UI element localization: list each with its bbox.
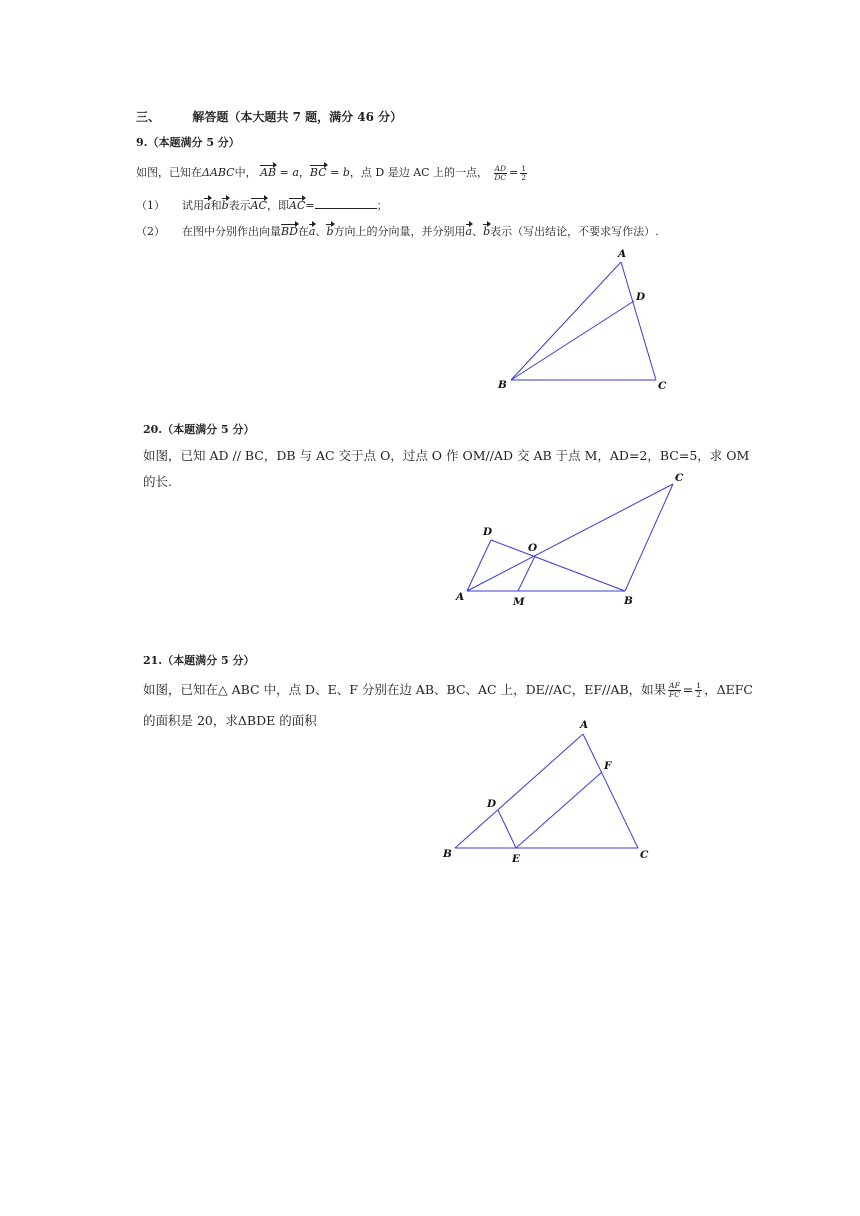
point-label-b: B (624, 595, 633, 607)
point-label-e: E (512, 853, 521, 865)
segment-ba (455, 734, 583, 848)
point-label-a: A (580, 719, 589, 731)
frac-num: 1 (521, 163, 526, 173)
point-label-c: C (640, 849, 649, 861)
frac-den: FC (669, 690, 680, 699)
segment-ef (516, 772, 602, 848)
point-label-m: M (513, 596, 525, 608)
q19-text: 表示 (228, 199, 251, 212)
section-title: 解答题（本大题共 7 题，满分 46 分） (192, 110, 403, 124)
point-label-a: A (456, 591, 465, 603)
vector-b: b (483, 225, 491, 238)
frac-eq: = (509, 166, 519, 179)
part-label: （1） (136, 199, 165, 212)
frac-num: AD (494, 163, 506, 173)
q21-heading: 21.（本题满分 5 分） (143, 654, 255, 667)
q19-triangle: ΔABC (202, 166, 235, 179)
segment-de (498, 810, 516, 848)
q20-heading: 20.（本题满分 5 分） (143, 423, 255, 436)
point-label-b: B (443, 848, 452, 860)
q19-text: 、 (472, 225, 484, 238)
vector-a: a (465, 225, 473, 238)
point-label-f: F (604, 760, 612, 772)
q19-text: ，即 (266, 199, 289, 212)
q19-text: 、 (315, 225, 327, 238)
q19-text: = (305, 199, 315, 212)
q19-text: 中， (234, 166, 257, 179)
point-label-c: C (675, 472, 684, 484)
frac-eq: = (682, 682, 694, 697)
vector-bc: BC (309, 166, 327, 179)
point-label-o: O (528, 542, 538, 554)
frac-num: 1 (696, 681, 702, 690)
vector-ac: AC (250, 199, 267, 212)
q19-text: 在图中分别作出向量 (182, 225, 281, 238)
q20-statement-line1: 如图，已知 AD // BC，DB 与 AC 交于点 O，过点 O 作 OM//AD 交 AB 于点 M，AD=2，BC=5，求 OM (143, 448, 750, 463)
point-label-d: D (487, 798, 497, 810)
point-label-d: D (483, 526, 493, 538)
vector-ac: AC (288, 199, 306, 212)
q19-eq-b: = b (326, 166, 350, 179)
q19-text: ； (376, 199, 388, 212)
vector-a: a (308, 225, 316, 238)
point-label-c: C (658, 380, 667, 392)
vector-ab: AB (260, 166, 277, 179)
q20-statement-line2: 的长. (143, 474, 172, 489)
q21-text: ，ΔEFC (704, 682, 753, 697)
vector-b: b (326, 225, 334, 238)
part-label: （2） (136, 225, 165, 238)
q19-text: 和 (210, 199, 222, 212)
q19-text: 方向上的分向量，并分别用 (333, 225, 466, 238)
frac-den: 2 (696, 690, 702, 699)
section-number: 三、 (136, 110, 161, 124)
q19-text: 表示（写出结论，不要求写作法）. (490, 225, 659, 238)
q21-text: 如图，已知在△ ABC 中，点 D、E、F 分别在边 AB、BC、AC 上，DE//AC，EF//AB，如果 (143, 682, 667, 697)
frac-den: 2 (521, 172, 526, 182)
q19-text: 在 (297, 225, 309, 238)
q19-text: ， (298, 166, 310, 179)
q19-text: 如图，已知在 (136, 166, 202, 179)
point-label-b: B (498, 379, 507, 391)
vector-a: a (204, 199, 211, 212)
q19-text: 试用 (182, 199, 204, 212)
q19-heading: 9.（本题满分 5 分） (136, 136, 240, 149)
q21-statement-line2: 的面积是 20，求ΔBDE 的面积 (143, 713, 317, 728)
vector-bd: BD (281, 225, 298, 238)
q19-text: ，点 D 是边 AC 上的一点， (349, 166, 489, 179)
vector-b: b (221, 199, 229, 212)
point-label-d: D (636, 291, 646, 303)
segment-ac (583, 734, 638, 848)
frac-num: AF (669, 681, 680, 690)
frac-den: DC (494, 172, 507, 182)
point-label-a: A (618, 248, 627, 260)
q19-eq-a: = a (276, 166, 299, 179)
